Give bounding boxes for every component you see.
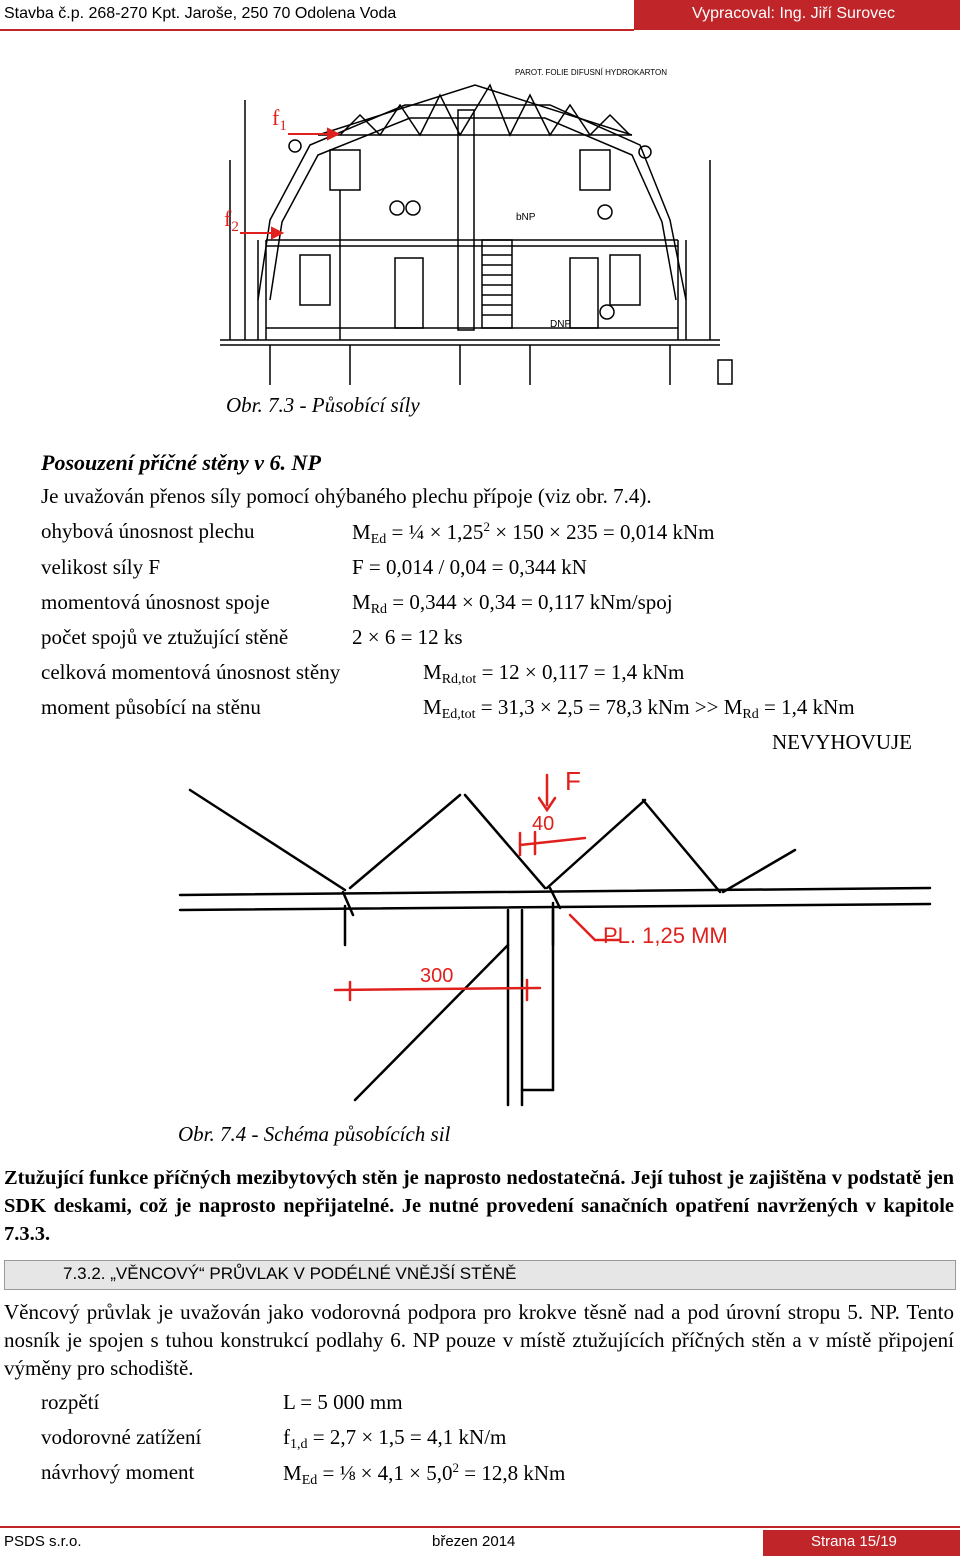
calc2-value: $f_{1,d} = 2,7 \times 1,5 = 4,1$ kN/m bbox=[283, 1425, 507, 1452]
label-dim-300: 300 bbox=[420, 965, 454, 987]
label-f2: $f_2$ bbox=[224, 206, 239, 235]
calc-label: moment působící na stěnu bbox=[41, 695, 261, 719]
calc-value: $M_{Rd} = 0,344 \times 0,34 = 0,117$ kNm/spoj bbox=[352, 590, 673, 617]
figure-7-4-caption: Obr. 7.4 - Schéma působících sil bbox=[178, 1122, 451, 1146]
figure-7-3-caption: Obr. 7.3 - Působící síly bbox=[226, 393, 420, 417]
label-plate: PL. 1,25 MM bbox=[603, 923, 728, 948]
conclusion-text: Ztužující funkce příčných mezibytových stěn je naprosto nedostatečná. Její tuhost je zajištěna v podstatě jen SDK deskami, což je naprosto nepřijatelné. Je nutné provedení sanačních opatření navržených v kapitole 7.3.3. bbox=[4, 1167, 954, 1245]
header-project bbox=[0, 0, 634, 30]
header-rule bbox=[0, 29, 634, 31]
calc-value: $M_{Rd,tot} = 12 \times 0,117 = 1,4$ kNm bbox=[423, 660, 685, 687]
subsection-heading bbox=[4, 1260, 956, 1290]
calc2-label: vodorovné zatížení bbox=[41, 1425, 202, 1449]
subsection-paragraph: Věncový průvlak je uvažován jako vodorovná podpora pro krokve těsně nad a pod úrovní stropu 5. NP. Tento nosník je spojen s tuhou konstrukcí podlahy 6. NP pouze v místě ztužujících příčných stěn a v místě připojení výměny pro schodiště. bbox=[4, 1300, 954, 1380]
calc-value: 2 × 6 = 12 ks bbox=[352, 625, 463, 649]
calc2-value: $M_{Ed}$ = ⅛ × $4,1 \times 5,0^2 = 12,8$ kNm bbox=[283, 1460, 566, 1488]
calc-label: celková momentová únosnost stěny bbox=[41, 660, 341, 684]
footer-page bbox=[763, 1530, 960, 1556]
calc-label: velikost síly F bbox=[41, 555, 161, 579]
calc2-label: návrhový moment bbox=[41, 1460, 195, 1484]
calc-value: F = 0,014 / 0,04 = 0,344 kN bbox=[352, 555, 587, 579]
calc-label: momentová únosnost spoje bbox=[41, 590, 270, 614]
drawing-text-dnp: DNP bbox=[550, 319, 572, 330]
calc2-label: rozpětí bbox=[41, 1390, 100, 1414]
footer-company: PSDS s.r.o. bbox=[4, 1533, 82, 1550]
footer-rule bbox=[0, 1526, 960, 1528]
section-drawing bbox=[200, 40, 740, 390]
drawing-text-note: PAROT. FOLIE DIFUSNÍ HYDROKARTON bbox=[515, 68, 668, 77]
footer-date: březen 2014 bbox=[432, 1533, 516, 1550]
calc-value: $M_{Ed,tot} = 31,3 \times 2,5 = 78,3$ kNm >> $M_{Rd} = 1,4$ kNm bbox=[423, 695, 855, 722]
verdict-text: NEVYHOVUJE bbox=[772, 730, 912, 754]
page-header bbox=[0, 0, 960, 30]
label-dim-40: 40 bbox=[532, 813, 555, 835]
calc2-value: L = 5 000 mm bbox=[283, 1390, 403, 1414]
header-author bbox=[634, 0, 960, 30]
calc-label: počet spojů ve ztužující stěně bbox=[41, 625, 289, 649]
header-author-text: Vypracoval: Ing. Jiří Surovec bbox=[692, 5, 896, 22]
section-title: Posouzení příčné stěny v 6. NP bbox=[41, 450, 321, 475]
label-force-f: F bbox=[565, 766, 581, 796]
calc-value: $M_{Ed}$ = ¼ × $1,25^2 \times 150 \times 235 = 0,014$ kNm bbox=[352, 519, 715, 547]
label-f1: $f_1$ bbox=[272, 105, 287, 134]
footer-page-text: Strana 15/19 bbox=[811, 1533, 897, 1550]
connection-sketch bbox=[175, 760, 935, 1120]
calc-label: ohybová únosnost plechu bbox=[41, 519, 255, 543]
subsection-heading-text: 7.3.2. „VĚNCOVÝ“ PRŮVLAK V PODÉLNÉ VNĚJŠÍ STĚNĚ bbox=[63, 1264, 517, 1283]
header-project-text: Stavba č.p. 268-270 Kpt. Jaroše, 250 70 Odolena Voda bbox=[4, 5, 397, 22]
drawing-text-bnp: bNP bbox=[516, 212, 536, 223]
intro-text: Je uvažován přenos síly pomocí ohýbaného plechu přípoje (viz obr. 7.4). bbox=[41, 484, 652, 508]
